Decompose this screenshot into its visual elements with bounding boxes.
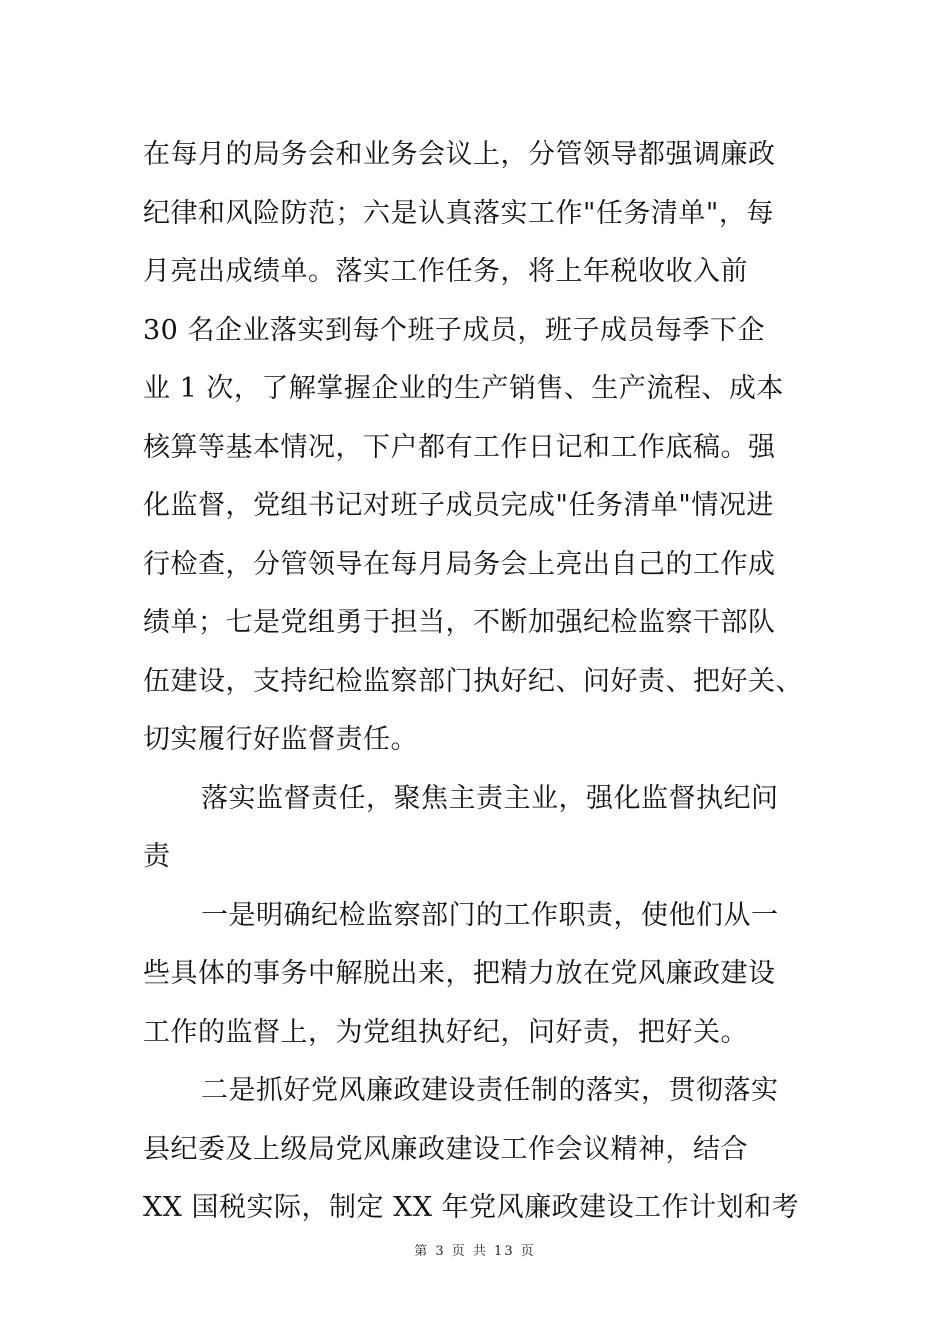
- text-line: 些具体的事务中解脱出来，把精力放在党风廉政建设: [143, 958, 776, 989]
- text-line: 一是明确纪检监察部门的工作职责，使他们从一: [201, 899, 779, 931]
- text-line: 绩单；七是党组勇于担当，不断加强纪检监察干部队: [143, 607, 776, 638]
- text-line: XX 国税实际，制定 XX 年党风廉政建设工作计划和考: [143, 1192, 800, 1223]
- section-heading-line: 责: [143, 841, 171, 872]
- text-line: 县纪委及上级局党风廉政建设工作会议精神，结合: [143, 1133, 748, 1165]
- text-line: 30 名企业落实到每个班子成员，班子成员每季下企: [143, 314, 765, 346]
- text-line: 纪律和风险防范；六是认真落实工作"任务清单"，每: [143, 197, 774, 229]
- text-line: 工作的监督上，为党组执好纪，问好责，把好关。: [143, 1016, 748, 1048]
- text-line: 业 1 次，了解掌握企业的生产销售、生产流程、成本: [143, 373, 784, 404]
- section-heading-line: 落实监督责任，聚焦主责主业，强化监督执纪问: [201, 782, 779, 814]
- text-line: 行检查，分管领导在每月局务会上亮出自己的工作成: [143, 548, 776, 580]
- text-line: 伍建设，支持纪检监察部门执好纪、问好责、把好关、: [143, 665, 803, 697]
- text-line: 二是抓好党风廉政建设责任制的落实，贯彻落实: [201, 1075, 779, 1106]
- document-body: [143, 126, 833, 1238]
- page-number-footer: 第 3 页 共 13 页: [414, 1244, 536, 1259]
- text-line: 在每月的局务会和业务会议上，分管领导都强调廉政: [143, 139, 776, 170]
- text-line: 化监督，党组书记对班子成员完成"任务清单"情况进: [143, 490, 774, 521]
- text-line: 月亮出成绩单。落实工作任务，将上年税收收入前: [143, 256, 748, 287]
- text-line: 核算等基本情况，下户都有工作日记和工作底稿。强: [143, 431, 776, 463]
- text-line: 切实履行好监督责任。: [143, 724, 418, 755]
